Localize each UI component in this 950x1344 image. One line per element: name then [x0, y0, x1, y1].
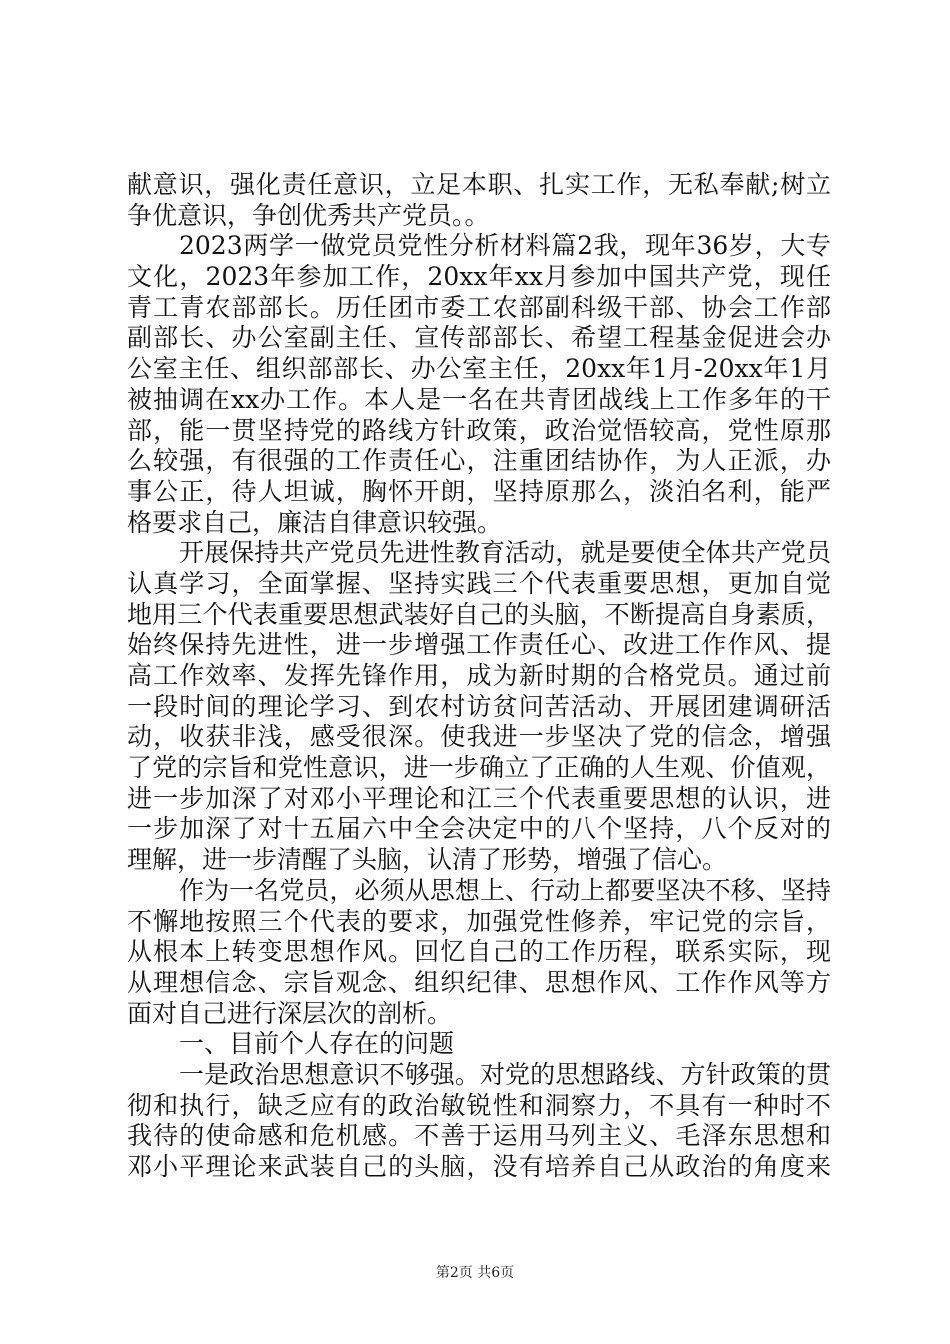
text-line: 部，能一贯坚持党的路线方针政策，政治觉悟较高，党性原那 [127, 415, 831, 445]
text-line: 不懈地按照三个代表的要求，加强党性修养，牢记党的宗旨， [127, 906, 831, 936]
text-line: 我待的使命感和危机感。不善于运用马列主义、毛泽东思想和 [127, 1121, 831, 1151]
text-line: 一段时间的理论学习、到农村访贫问苦活动、开展团建调研活 [127, 691, 831, 721]
text-line: 面对自己进行深层次的剖析。 [127, 998, 453, 1028]
text-line: 了党的宗旨和党性意识，进一步确立了正确的人生观、价值观， [127, 753, 831, 783]
document-body [127, 170, 831, 1183]
text-line: 争优意识，争创优秀共产党员。。 [127, 200, 490, 230]
text-line: 认真学习，全面掌握、坚持实践三个代表重要思想，更加自觉 [127, 568, 831, 598]
text-line: 始终保持先进性，进一步增强工作责任心、改进工作作风、提 [127, 630, 831, 660]
text-line: 被抽调在xx办工作。本人是一名在共青团战线上工作多年的干 [127, 384, 831, 414]
text-line: 彻和执行，缺乏应有的政治敏锐性和洞察力，不具有一种时不 [127, 1090, 831, 1120]
text-line: 副部长、办公室副主任、宣传部部长、希望工程基金促进会办 [127, 323, 831, 353]
text-line: 一是政治思想意识不够强。对党的思想路线、方针政策的贯 [179, 1059, 831, 1089]
paragraph [127, 876, 831, 1029]
text-line: 邓小平理论来武装自己的头脑，没有培养自己从政治的角度来 [127, 1152, 831, 1181]
text-line: 高工作效率、发挥先锋作用，成为新时期的合格党员。通过前 [127, 661, 831, 690]
text-line: 献意识，强化责任意识，立足本职、扎实工作，无私奉献;树立 [127, 170, 831, 199]
text-line: 从根本上转变思想作风。回忆自己的工作历程，联系实际，现 [127, 937, 831, 967]
paragraph [127, 538, 831, 876]
text-line: 进一步加深了对邓小平理论和江三个代表重要思想的认识，进 [127, 783, 831, 813]
page-footer: 第2页 共6页 [435, 1265, 515, 1281]
text-line: 2023两学一做党员党性分析材料篇2我，现年36岁，大专 [179, 231, 831, 261]
text-line: 理解，进一步清醒了头脑，认清了形势，增强了信心。 [127, 845, 728, 875]
paragraph [127, 170, 831, 231]
paragraph [127, 1060, 831, 1183]
text-line: 青工青农部部长。历任团市委工农部副科级干部、协会工作部 [127, 292, 831, 322]
text-line: 事公正，待人坦诚，胸怀开朗，坚持原那么，淡泊名利，能严 [127, 476, 831, 506]
paragraph [127, 231, 831, 538]
text-line: 文化，2023年参加工作，20xx年xx月参加中国共产党，现任 [127, 262, 831, 292]
text-line: 动，收获非浅，感受很深。使我进一步坚决了党的信念，增强 [127, 722, 831, 752]
text-line: 一、目前个人存在的问题 [179, 1029, 455, 1059]
paragraph [127, 1029, 831, 1060]
text-line: 格要求自己，廉洁自律意识较强。 [127, 507, 503, 537]
text-line: 作为一名党员，必须从思想上、行动上都要坚决不移、坚持 [179, 875, 831, 905]
text-line: 公室主任、组织部部长、办公室主任，20xx年1月-20xx年1月 [127, 354, 831, 384]
text-line: 地用三个代表重要思想武装好自己的头脑，不断提高自身素质， [127, 599, 831, 629]
text-line: 一步加深了对十五届六中全会决定中的八个坚持，八个反对的 [127, 814, 831, 844]
text-line: 么较强，有很强的工作责任心，注重团结协作，为人正派，办 [127, 446, 831, 476]
text-line: 从理想信念、宗旨观念、组织纪律、思想作风、工作作风等方 [127, 967, 831, 997]
text-line: 开展保持共产党员先进性教育活动，就是要使全体共产党员 [179, 538, 831, 568]
